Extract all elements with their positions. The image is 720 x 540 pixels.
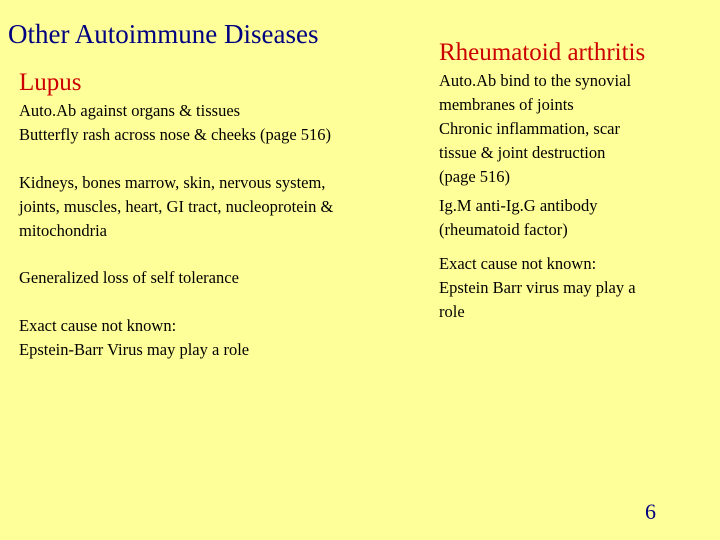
ra-point-2-line-1: Ig.M anti-Ig.G antibody (439, 196, 598, 215)
lupus-point-3-line-1: Generalized loss of self tolerance (19, 268, 239, 287)
ra-point-1-line-1: Auto.Ab bind to the synovial (439, 71, 632, 90)
ra-point-1-line-3: Chronic inflammation, scar (439, 119, 620, 138)
ra-point-1-line-4: tissue & joint destruction (439, 143, 606, 162)
lupus-point-4-line-2: Epstein-Barr Virus may play a role (19, 340, 250, 359)
lupus-point-2-line-3: mitochondria (19, 221, 107, 240)
ra-point-3-line-1: Exact cause not known: (439, 254, 597, 273)
lupus-point-4 (19, 314, 249, 362)
ra-heading: Rheumatoid arthritis (439, 39, 646, 66)
ra-point-3 (439, 252, 636, 324)
lupus-point-3 (19, 266, 239, 290)
lupus-point-4-line-1: Exact cause not known: (19, 316, 177, 335)
lupus-point-1-line-2: Butterfly rash across nose & cheeks (page 516) (19, 125, 332, 144)
ra-point-1-line-5: (page 516) (439, 167, 511, 186)
slide-title: Other Autoimmune Diseases (8, 19, 319, 49)
lupus-point-2-line-2: joints, muscles, heart, GI tract, nucleoprotein & (19, 197, 334, 216)
ra-point-2-line-2: (rheumatoid factor) (439, 220, 568, 239)
lupus-point-1-line-1: Auto.Ab against organs & tissues (19, 101, 241, 120)
ra-point-1 (439, 69, 631, 189)
ra-point-3-line-3: role (439, 302, 465, 321)
ra-point-3-line-2: Epstein Barr virus may play a (439, 278, 636, 297)
lupus-point-2 (19, 171, 333, 243)
lupus-point-1 (19, 99, 331, 147)
page-number: 6 (645, 499, 656, 524)
lupus-point-2-line-1: Kidneys, bones marrow, skin, nervous system, (19, 173, 326, 192)
ra-point-2 (439, 194, 598, 242)
ra-point-1-line-2: membranes of joints (439, 95, 574, 114)
lupus-heading: Lupus (19, 69, 82, 96)
